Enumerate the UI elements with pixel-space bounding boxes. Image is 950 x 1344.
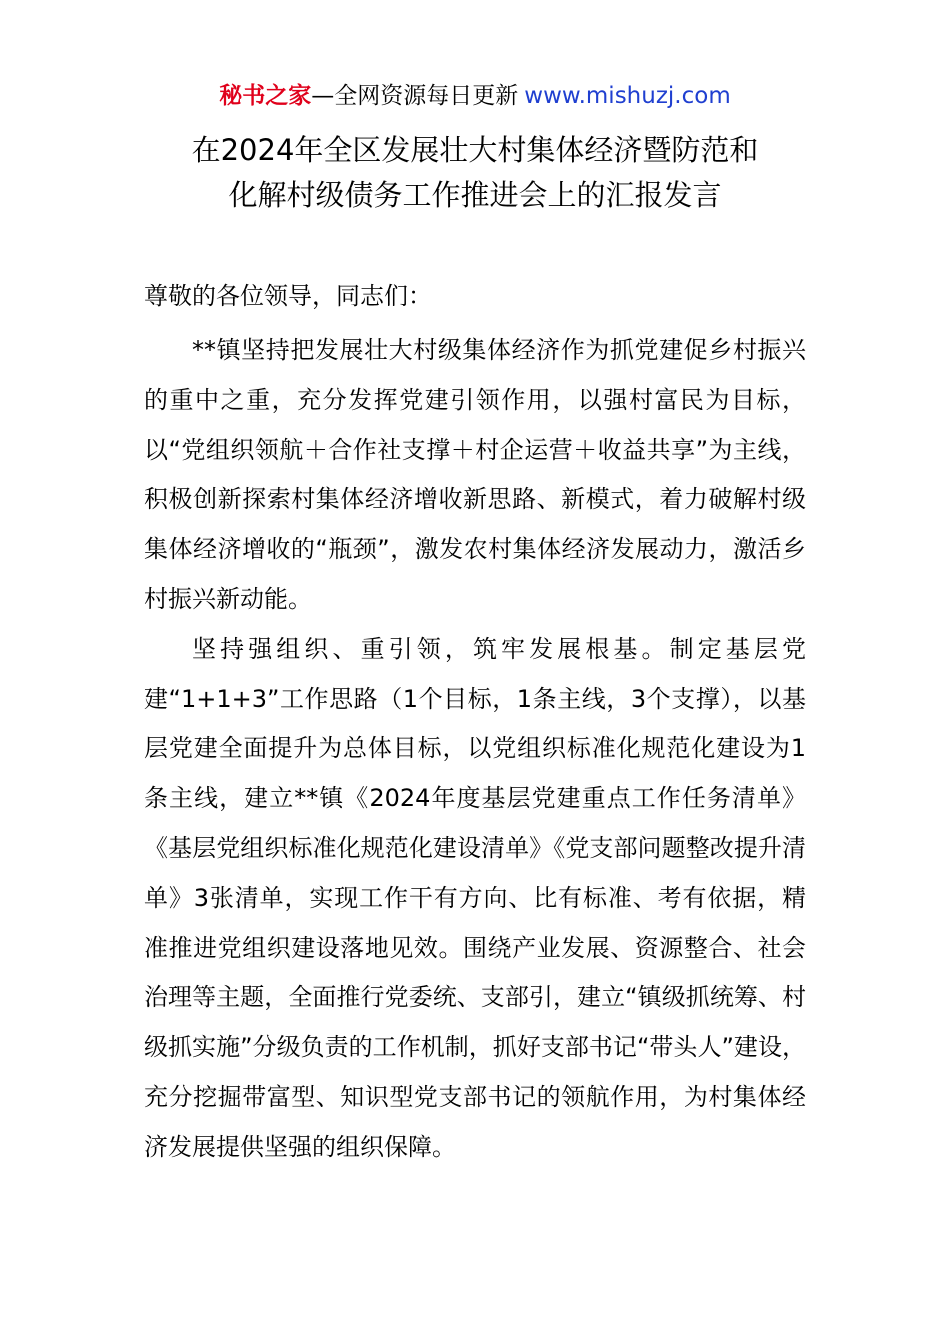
paragraph-organization: 坚持强组织、重引领，筑牢发展根基。制定基层党建“1+1+3”工作思路（1个目标，1条主线，3个支撑），以基层党建全面提升为总体目标，以党组织标准化规范化建设为1条主线，建立**镇《2024年度基层党建重点工作任务清单》《基层党组织标准化规范化建设清单》《党支部问题整改提升清单》3张清单，实现工作干有方向、比有标准、考有依据，精准推进党组织建设落地见效。围绕产业发展、资源整合、社会治理等主题，全面推行党委统、支部引，建立“镇级抓统筹、村级抓实施”分级负责的工作机制，抓好支部书记“带头人”建设，充分挖掘带富型、知识型党支部书记的领航作用，为村集体经济发展提供坚强的组织保障。 bbox=[144, 634, 806, 1161]
document-title bbox=[60, 128, 890, 218]
site-tagline: —全网资源每日更新 bbox=[311, 83, 519, 109]
salutation: 尊敬的各位领导，同志们： bbox=[144, 282, 432, 310]
site-brand: 秘书之家 bbox=[219, 83, 312, 109]
title-line-2: 化解村级债务工作推进会上的汇报发言 bbox=[228, 178, 722, 212]
document-body bbox=[144, 326, 806, 1173]
paragraph-intro: **镇坚持把发展壮大村级集体经济作为抓党建促乡村振兴的重中之重，充分发挥党建引领作用，以强村富民为目标，以“党组织领航＋合作社支撑＋村企运营＋收益共享”为主线，积极创新探索村集体经济增收新思路、新模式，着力破解村级集体经济增收的“瓶颈”，激发农村集体经济发展动力，激活乡村振兴新动能。 bbox=[144, 336, 806, 613]
site-url-link[interactable]: www.mishuzj.com bbox=[524, 83, 731, 109]
title-line-1: 在2024年全区发展壮大村集体经济暨防范和 bbox=[191, 133, 759, 167]
site-header bbox=[0, 80, 950, 112]
